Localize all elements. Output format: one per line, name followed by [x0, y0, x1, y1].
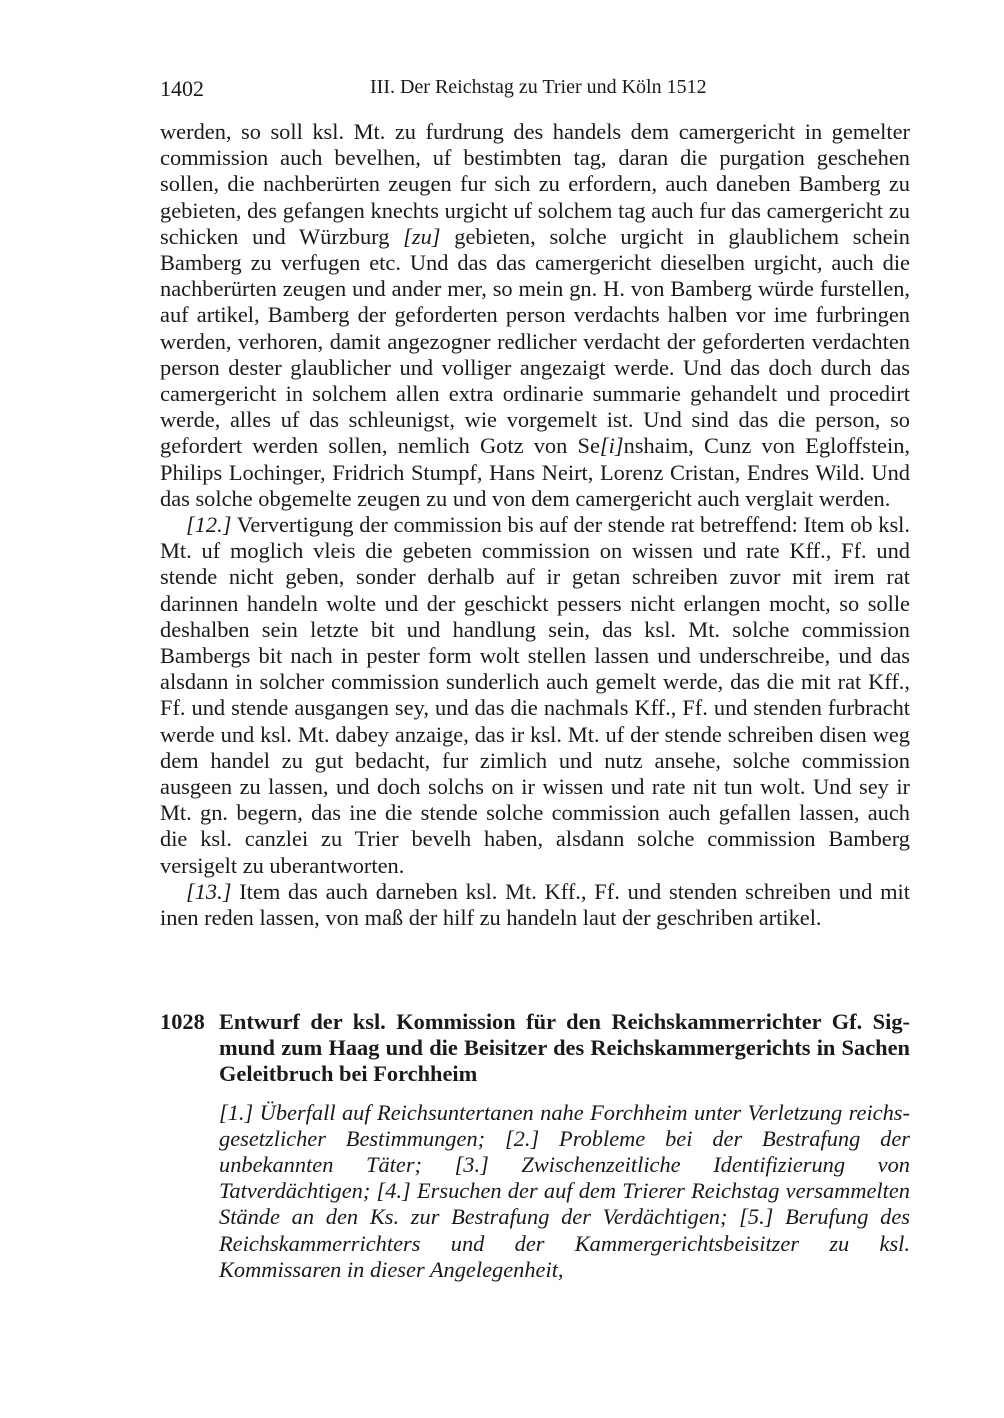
- document-title: Entwurf der ksl. Kommission für den Reichskammerrichter Gf. Sigmund zum Haag und die Beisitzer des Reichskammergerichts in Sachen Geleitbruch bei Forchheim: [219, 1009, 910, 1087]
- paragraph-13: [160, 879, 910, 931]
- paragraph-text: Item das auch darneben ksl. Mt. Kff., Ff. und stenden schreiben und mit inen reden lassen, von maß der hilf zu handeln laut der geschriben artikel.: [160, 878, 910, 931]
- paragraph-text: werden, so soll ksl. Mt. zu furdrung des handels dem camergericht in gemelter commission auch bevelhen, uf bestimbten tag, daran die purgation geschehen sollen, die nachberürten zeugen fur sich zu erfordern, auch daneben Bamberg zu gebieten, des gefangen knechts urgicht uf solchem tag auch fur das camergericht zu schicken und Würzburg: [160, 119, 910, 249]
- body-text: [160, 119, 910, 931]
- paragraph-text: gebieten, solche urgicht in glaublichem schein Bamberg zu verfugen etc. Und das das camergericht dieselben urgicht, auch die nachberürten zeugen und ander mer, so mein gn. H. von Bamberg würde furstellen, auf artikel, Bamberg der geforderten person verdachts halben vor ime furbringen werden, verhoren, damit angezogner redlicher verdacht der geforderten verdachten person dester glaublicher und volliger angezaigt werde. Und das doch durch das camergericht in solchem allen extra ordinarie summarie gehandelt und procedirt werde, alles uf das schleunigst, wie vorgemelt ist. Und sind das die person, so gefordert werden sollen, nemlich Gotz von Se: [160, 223, 910, 459]
- paragraph-12: [160, 512, 910, 879]
- paragraph-number: [13.]: [186, 878, 232, 904]
- document-entry: [160, 1009, 910, 1283]
- paragraph-text: nshaim, Cunz von Egloffstein, Philips Lochinger, Fridrich Stumpf, Hans Neirt, Lorenz Cristan, Endres Wild. Und das solche obgemelte zeugen zu und von dem camergericht auch verglait werden.: [160, 433, 910, 511]
- running-head: III. Der Reichstag zu Trier und Köln 1512: [370, 76, 707, 98]
- page-header: [160, 76, 910, 108]
- document-summary: [1.] Überfall auf Reichsuntertanen nahe Forchheim unter Verletzung reichsgesetzlicher Bestimmungen; [2.] Probleme bei der Bestrafung der unbekannten Täter; [3.] Zwischenzeitliche Identifizierung von Tatverdächtigen; [4.] Ersuchen der auf dem Trierer Reichstag versammelten Stände an den Ks. zur Bestrafung der Verdächtigen; [5.] Berufung des Reichskammerrichters und der Kammergerichtsbeisitzer zu ksl. Kommissaren in dieser Angelegenheit,: [219, 1099, 910, 1282]
- editorial-insertion: [zu]: [403, 223, 441, 249]
- page-number: 1402: [160, 76, 204, 101]
- paragraph-number: [12.]: [186, 512, 232, 538]
- editorial-insertion: [i]: [599, 433, 624, 459]
- document-number: 1028: [160, 1009, 205, 1034]
- paragraph-continuation: [160, 119, 910, 512]
- paragraph-text: Ververtigung der commission bis auf der stende rat betreffend: Item ob ksl. Mt. uf moglich vleis die gebeten commission on wissen und rate Kff., Ff. und stende nicht geben, sonder derhalb auf ir getan schreiben zuvor mit irem rat darinnen handeln wolte und der geschickt pessers nicht erlangen mocht, so solle deshalben sein letzte bit und handlung sein, das ksl. Mt. solche commission Bambergs bit nach in pester form wolt stellen lassen und underschreibe, und das alsdann in solcher commission sunderlich auch gemelt werde, das die mit rat Kff., Ff. und stende ausgangen sey, und das die nachmals Kff., Ff. und stenden furbracht werde und ksl. Mt. dabey anzaige, das ir ksl. Mt. uf der stende schreiben disen weg dem handel zu gut bedacht, fur zimlich und nutz ansehe, solche commission ausgeen zu lassen, und doch solchs on ir wissen und rate nit tun wolt. Und sey ir Mt. gn. begern, das ine die stende solche commission auch gefallen lassen, auch die ksl. canzlei zu Trier bevelh haben, alsdann solche commission Bamberg versigelt zu uberantworten.: [160, 512, 910, 878]
